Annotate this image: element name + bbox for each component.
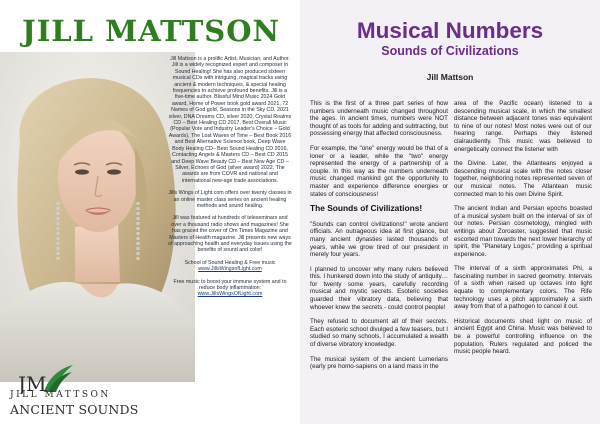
logo-name: JILL MATTSON <box>10 390 111 400</box>
article-panel <box>300 0 600 424</box>
free-music-text: Free music to boost your immune system and to reduce body inflammation: <box>173 278 287 291</box>
school-link[interactable]: www.JillsWingsofLight.com <box>198 266 262 273</box>
bio-paragraph: Jills Wings of Light.com offers over twenty classes in an online master class series on ancient healing methods and sound healing. <box>168 190 292 209</box>
bio-paragraph: Jill Mattson is a prolific Artist, Musician, and Author. Jill is a widely recognized expert and composer in Sound Healing! She has also produced sixteen musical CDs with intriguing, magical tracks using ancient & modern techniques, & special healing frequencies to achieve profound benefits. Jill is a five-time author. Blissful Mind Music 2024 Gold award, Home of Power book gold award 2021, 72 Names of God gold, Seasons in the Sky CD, 2021 silver, DNA Dreams CD, silver 2020, Crystal Realms CD – Best Healing CD 2017, Best Overall Music (Popular Vote and Industry Leader's Choice – Gold Awards), The Lost Waves of Time – Best Book 2016 and Best Alternative Science book, Deep Wave Body Healing CD– Best Sound Healing CD 2016, Contacting Angels & Masters CD – Best CD 2015 and Deep Wave Beauty CD – Best New Age CD – Silver, Echoes of God (silver award) 2022. The awards are from COVR and national and international new-age trade associations. <box>168 56 292 184</box>
author-portrait <box>0 52 195 382</box>
article-paragraph: "Sounds can control civilizations!" wrote ancient officials. An outrageous idea at first glance, but many ancient dynasties lasted thousands of years, while we grow tired of our president in merely four years. <box>310 220 448 259</box>
article-column-right <box>454 100 592 363</box>
article-paragraph: They refused to document all of their secrets. Each esoteric school divulged a few teasers, but I studied so many schools, I accumulated a wealth of diverse vibratory knowledge. <box>310 318 448 349</box>
article-paragraph: For example, the "one" energy would be that of a loner or a leader, while the "two" energy represented the energy of a partnership of a couple. In this way as the numbers underneath music changed mankind got the opportunity to master and experience difference energies or states of consciousness! <box>310 144 448 198</box>
section-heading: The Sounds of Civilizations! <box>310 203 423 214</box>
article-paragraph: Historical documents shed light on music of ancient Egypt and China. Music was believed to be a powerful controlling influence on the population. Rulers regulated and policed the music people heard. <box>454 317 592 356</box>
logo-tagline: ANCIENT SOUNDS <box>10 402 139 417</box>
bio-school-text: School of Sound Healing & Free music <box>184 259 276 266</box>
article-subtitle: Sounds of Civilizations <box>381 44 519 58</box>
article-paragraph: area of the Pacific ocean) listened to a descending musical scale, in which the smallest distance between adjacent tones was equivalent to nine of our notes! Most notes were out of our hearing range. Perhaps they listened clairaudiently. This music was believed to energetically connect the listener with <box>454 100 592 153</box>
article-byline: Jill Mattson <box>426 72 474 82</box>
article-paragraph: The interval of a sixth approximates Phi, a fascinating number in sacred geometry. Intervals of a sixth when raised up octaves into light equate to complementary colors. The Rife technology uses a pitch approximately a sixth away from that of a pathogen to cancel it out. <box>454 265 592 311</box>
article-title: Musical Numbers <box>356 18 544 43</box>
author-name-heading: JILL MATTSON <box>22 14 281 48</box>
logo-monogram: JM <box>18 372 47 394</box>
article-paragraph: the Divine. Later, the Atlanteans enjoyed a descending musical scale with the notes closer together, neighboring notes represented seven of our musical notes. The Atlantean music connected man to his own Divine Spirit. <box>454 160 592 198</box>
bio-school-paragraph <box>168 260 292 273</box>
article-paragraph: This is the first of a three part series of how numbers underneath music changed throughout the ages. In ancient times, numbers were NOT thought of as tools for adding and subtracting, but possessing energy that affected consciousness. <box>310 100 448 138</box>
brand-logo <box>6 362 156 422</box>
article-paragraph: I planned to uncover why many rulers believed this. I hunkered down into the study of antiquity… for twenty some years, carefully recording musical and mystic secrets. Esoteric societies guarded their vibratory data, believing that whoever knew the secrets - could control people! <box>310 265 448 311</box>
article-paragraph: The musical system of the ancient Lumerians (early pre homo-sapiens on a land mass in the <box>310 355 448 371</box>
author-bio <box>168 56 292 304</box>
article-paragraph: The ancient Indian and Persian epochs boasted of a musical system built on the interval of six of our notes. Persian cosmetology, mingled with writings about Zoroaster, suggested that music escorted man towards the next lower hierarchy of spirit, the "Planetary Logos," providing a spiritual experience. <box>454 205 592 258</box>
article-column-left <box>310 100 448 378</box>
bio-paragraph: Jill was featured at hundreds of teleseminars and over a thousand radio shows and magazines! She has graced the cover of Om Times Magazine and Masters of Health magazine. Jill presents new ways of approaching health and everyday issues using the benefits of sound and color! <box>168 215 292 254</box>
bio-free-music-paragraph <box>168 279 292 298</box>
free-music-link[interactable]: www.JillsWingsOfLight.com <box>197 291 263 298</box>
